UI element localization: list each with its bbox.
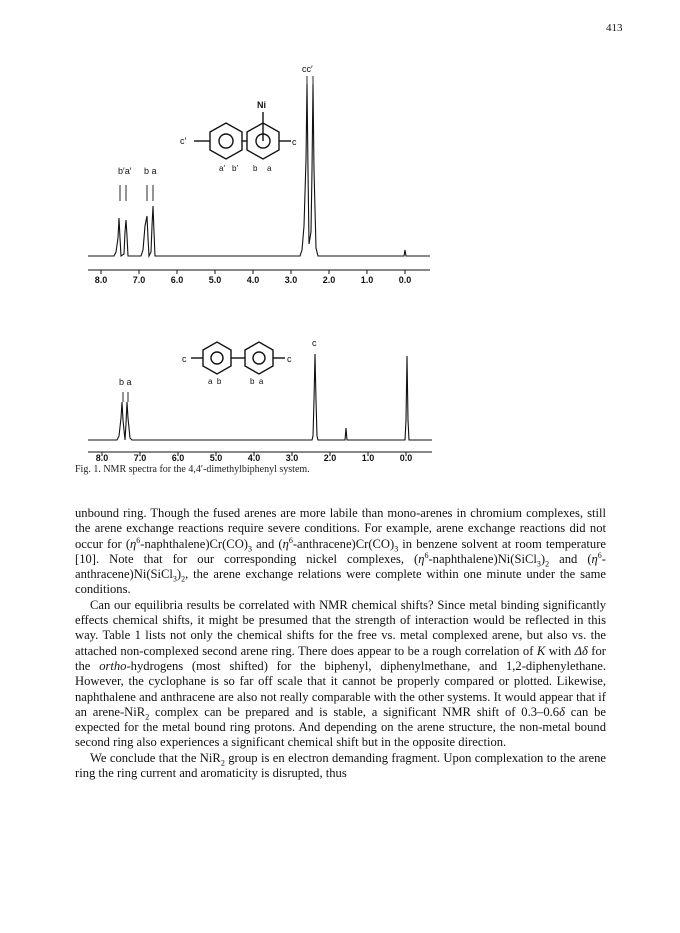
- top-axis-tick-label: 1.0: [360, 275, 374, 285]
- bottom-structure: [191, 342, 285, 374]
- aromatic-circle-left-top: [219, 134, 233, 148]
- top-axis-tick-label: 6.0: [170, 275, 184, 285]
- top-leader-lines: [120, 76, 313, 201]
- page-number: 413: [606, 22, 623, 34]
- peak-label-methyl-top: cc′: [302, 64, 313, 74]
- top-axis-tick-label: 2.0: [322, 275, 336, 285]
- ring-left-labels-bottom: a b: [208, 377, 222, 386]
- bottom-axis-tick-label: 0.0: [399, 453, 413, 463]
- top-axis-tick-label: 7.0: [132, 275, 146, 285]
- top-axis-tick-label: 3.0: [284, 275, 298, 285]
- body-text: [75, 506, 606, 781]
- aromatic-circle-left-bottom: [211, 352, 223, 364]
- top-axis-tick-label: 4.0: [246, 275, 260, 285]
- peak-label-methyl-bottom: c: [312, 338, 317, 348]
- paragraph-3: We conclude that the NiR$_2$ group is en electron demanding fragment. Upon complexation to the arene ring the ring current and aromaticity is disrupted, thus: [75, 750, 607, 781]
- bottom-axis-tick-label: 6.0: [171, 453, 185, 463]
- sub-right-label-top: c: [292, 137, 297, 147]
- bottom-axis-tick-label: 2.0: [323, 453, 337, 463]
- peak-label-bottom: b a: [119, 377, 132, 387]
- bottom-leader-lines: [123, 392, 128, 402]
- bottom-axis-tick-label: 3.0: [285, 453, 299, 463]
- peak-label-unprimed: b a: [144, 166, 157, 176]
- bottom-axis-tick-label: 4.0: [247, 453, 261, 463]
- bottom-axis-tick-label: 7.0: [133, 453, 147, 463]
- bottom-axis-tick-label: 1.0: [361, 453, 375, 463]
- aromatic-circle-right-bottom: [253, 352, 265, 364]
- peak-label-primed: b′a′: [118, 166, 132, 176]
- ring-left-bottom: [203, 342, 231, 374]
- ring-a-prime-label: a′: [219, 164, 225, 173]
- ring-b-prime-label: b′: [232, 164, 238, 173]
- bottom-axis-tick-label: 5.0: [209, 453, 223, 463]
- ring-left-top: [210, 123, 242, 159]
- bottom-axis-tick-label: 8.0: [95, 453, 109, 463]
- top-axis-tick-label: 0.0: [398, 275, 412, 285]
- bottom-axis-ticks: [96, 452, 413, 463]
- paragraph-1: unbound ring. Though the fused arenes are more labile than mono-arenes in chromium complexes, still the arene exchange reactions require severe conditions. For example, arene exchange reactions did not occur for $(\eta^6-naphthalene)Cr(CO)_3$ and $(\eta^6-anthracene)Cr(CO)_3$ in benzene solvent at room temperature [10]. Note that for our corresponding nickel complexes, $(\eta^6-naphthalene)Ni(SiCl_3)_2$ and $(\eta^6-anthracene)Ni(SiCl_3)_2$, the arene exchange relations were complete within one minute under the same conditions.: [75, 506, 606, 597]
- figure-caption: Fig. 1. NMR spectra for the 4,4′-dimethylbiphenyl system.: [75, 464, 310, 475]
- top-axis-tick-label: 8.0: [94, 275, 108, 285]
- ring-right-labels-bottom: b a: [250, 377, 264, 386]
- sub-left-label-bottom: c: [182, 354, 187, 364]
- nickel-label: Ni: [257, 100, 266, 110]
- ring-a-label: a: [267, 164, 272, 173]
- top-structure: [194, 112, 291, 159]
- ring-b-label: b: [253, 164, 258, 173]
- top-axis-ticks: [95, 270, 412, 285]
- sub-left-label-top: c′: [180, 136, 187, 146]
- ring-right-bottom: [245, 342, 273, 374]
- paragraph-2: Can our equilibria results be correlated with NMR chemical shifts? Since metal binding significantly effects chemical shifts, it might be presumed that the strength of interaction would be reflected in this way. Table 1 lists not only the chemical shifts for the free vs. metal complexed arene, but also vs. the attached non-complexed second arene ring. There does appear to be a rough correlation of K with Δδ for the ortho-hydrogens (most shifted) for the biphenyl, diphenylmethane, and 1,2-diphenylethane. However, the cyclophane is so far off scale that it cannot be properly compared or plotted. Likewise, naphthalene and anthracene are also not really comparable with the other systems. It would appear that if an arene-NiR$_2$ complex can be prepared and is stable, a significant NMR shift of 0.3–0.6δ can be expected for the metal bound ring protons. And depending on the arene structure, the non-metal bound second ring also experiences a significant chemical shift but in the opposite direction.: [75, 597, 606, 750]
- sub-right-label-bottom: c: [287, 354, 292, 364]
- top-axis-tick-label: 5.0: [208, 275, 222, 285]
- bottom-spectrum-trace: [88, 354, 432, 440]
